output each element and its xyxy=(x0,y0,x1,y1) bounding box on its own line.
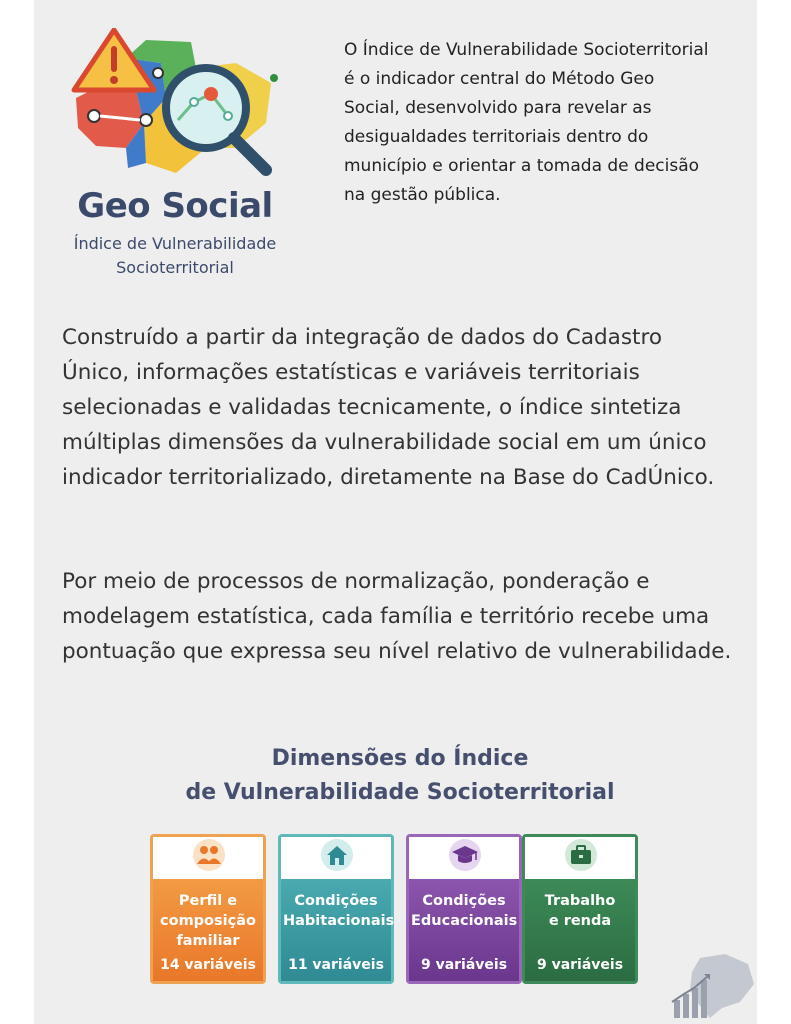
dimension-name: Perfil e composição familiar xyxy=(160,893,256,949)
dimension-count: 14 variáveis xyxy=(160,957,256,973)
briefcase-icon xyxy=(565,839,597,871)
dimension-cards xyxy=(150,834,650,989)
dimensions-title: Dimensões do Índice de Vulnerabilidade Socioterritorial xyxy=(185,746,615,805)
dimension-name: Condições Educacionais xyxy=(411,893,518,929)
paragraph: Construído a partir da integração de dados do Cadastro Único, informações estatísticas e variáveis territoriais selecionadas e validadas tecnicamente, o índice sintetiza múltiplas dimensões da vulnerabilidade social em um único indicador territorializado, diretamente na Base do CadÚnico. xyxy=(62,325,715,490)
dimension-card-perfil xyxy=(150,834,266,984)
people-icon xyxy=(193,839,225,871)
dimension-card-trabalho xyxy=(522,834,638,984)
dimension-name: Trabalho e renda xyxy=(544,893,616,929)
brand-subtitle: Índice de Vulnerabilidade Socioterritorial xyxy=(73,234,277,277)
dimension-name: Condições Habitacionais xyxy=(283,893,395,929)
house-icon xyxy=(321,839,353,871)
dimension-count: 9 variáveis xyxy=(536,957,624,973)
brazil-map-icon xyxy=(670,950,756,1020)
paragraph: Por meio de processos de normalização, ponderação e modelagem estatística, cada família e território recebe uma pontuação que expressa seu nível relativo de vulnerabilidade. xyxy=(62,569,732,664)
graduation-cap-icon xyxy=(449,839,481,871)
dimension-count: 9 variáveis xyxy=(420,957,508,973)
geo-social-logo xyxy=(66,28,286,188)
dimension-card-habitacionais xyxy=(278,834,394,984)
brand-title: Geo Social xyxy=(77,186,273,226)
dimension-card-educacionais xyxy=(406,834,522,984)
intro-text: O Índice de Vulnerabilidade Socioterritorial é o indicador central do Método Geo Social, desenvolvido para revelar as desigualdades territoriais dentro do município e orientar a tomada de decisão na gestão pública. xyxy=(344,40,709,205)
dimension-count: 11 variáveis xyxy=(288,957,384,973)
